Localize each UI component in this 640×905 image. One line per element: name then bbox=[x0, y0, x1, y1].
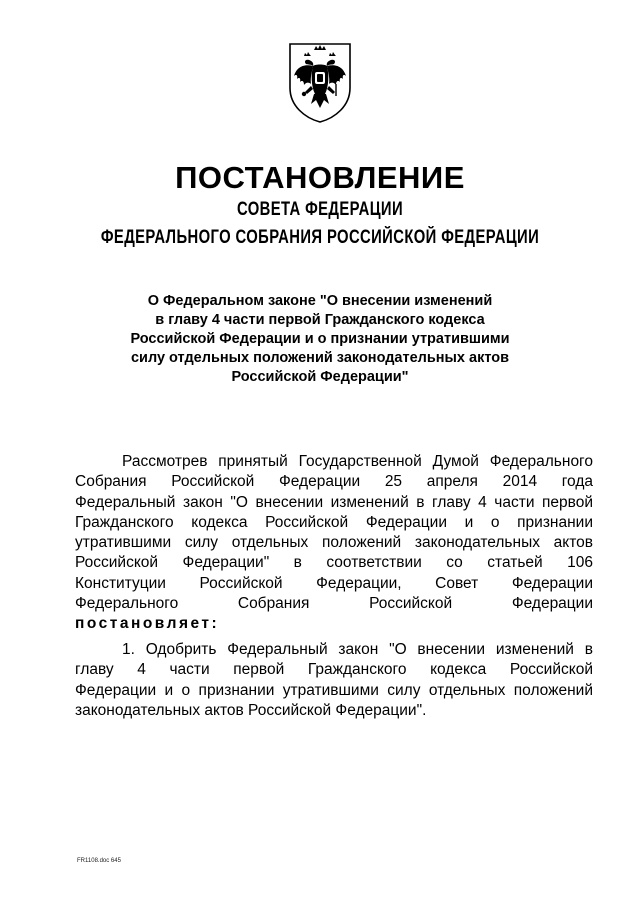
text-line: 1. Одобрить Федеральный закон "О внесении изменений в bbox=[122, 641, 593, 658]
text-line: Федеральный закон "О внесении изменений в главу 4 части первой bbox=[75, 493, 593, 511]
text-line: Собрания Российской Федерации 25 апреля 2014 года bbox=[75, 473, 593, 491]
text-line: Российской Федерации" в соответствии со статьей 106 bbox=[75, 554, 593, 572]
law-title-line: силу отдельных положений законодательных актов bbox=[130, 350, 510, 366]
text-line: главу 4 части первой Гражданского кодекса Российской bbox=[75, 661, 593, 679]
text-line: Конституции Российской Федерации, Совет Федерации bbox=[75, 574, 593, 592]
text-line: утратившими силу отдельных положений законодательных актов bbox=[75, 534, 593, 552]
resolves-word: постановляет: bbox=[75, 615, 220, 633]
text-line: Федерального Собрания Российской Федерации bbox=[75, 595, 593, 613]
paragraph-preamble bbox=[75, 452, 593, 635]
law-title-line: Российской Федерации" bbox=[231, 369, 409, 385]
issuer-line-1: СОВЕТА ФЕДЕРАЦИИ bbox=[236, 199, 404, 220]
law-title-line: в главу 4 части первой Гражданского кодекса bbox=[155, 312, 485, 328]
text-line: Федерации и о признании утратившими силу отдельных положений bbox=[75, 681, 593, 699]
law-title-line: Российской Федерации и о признании утратившими bbox=[130, 331, 510, 347]
law-title-line: О Федеральном законе "О внесении изменений bbox=[147, 293, 493, 309]
issuer-line-2: ФЕДЕРАЛЬНОГО СОБРАНИЯ РОССИЙСКОЙ ФЕДЕРАЦИИ bbox=[100, 227, 540, 248]
text-line: Рассмотрев принятый Государственной Думой Федерального bbox=[122, 453, 593, 470]
text-line: Гражданского кодекса Российской Федерации и о признании bbox=[75, 513, 593, 531]
text-line: законодательных актов Российской Федерации". bbox=[75, 701, 427, 719]
paragraph-item-1 bbox=[75, 640, 593, 721]
coat-of-arms-icon bbox=[287, 42, 353, 124]
file-reference: FR1108.doc 645 bbox=[77, 858, 121, 864]
law-title bbox=[100, 292, 540, 387]
document-title: ПОСТАНОВЛЕНИЕ bbox=[175, 160, 465, 195]
